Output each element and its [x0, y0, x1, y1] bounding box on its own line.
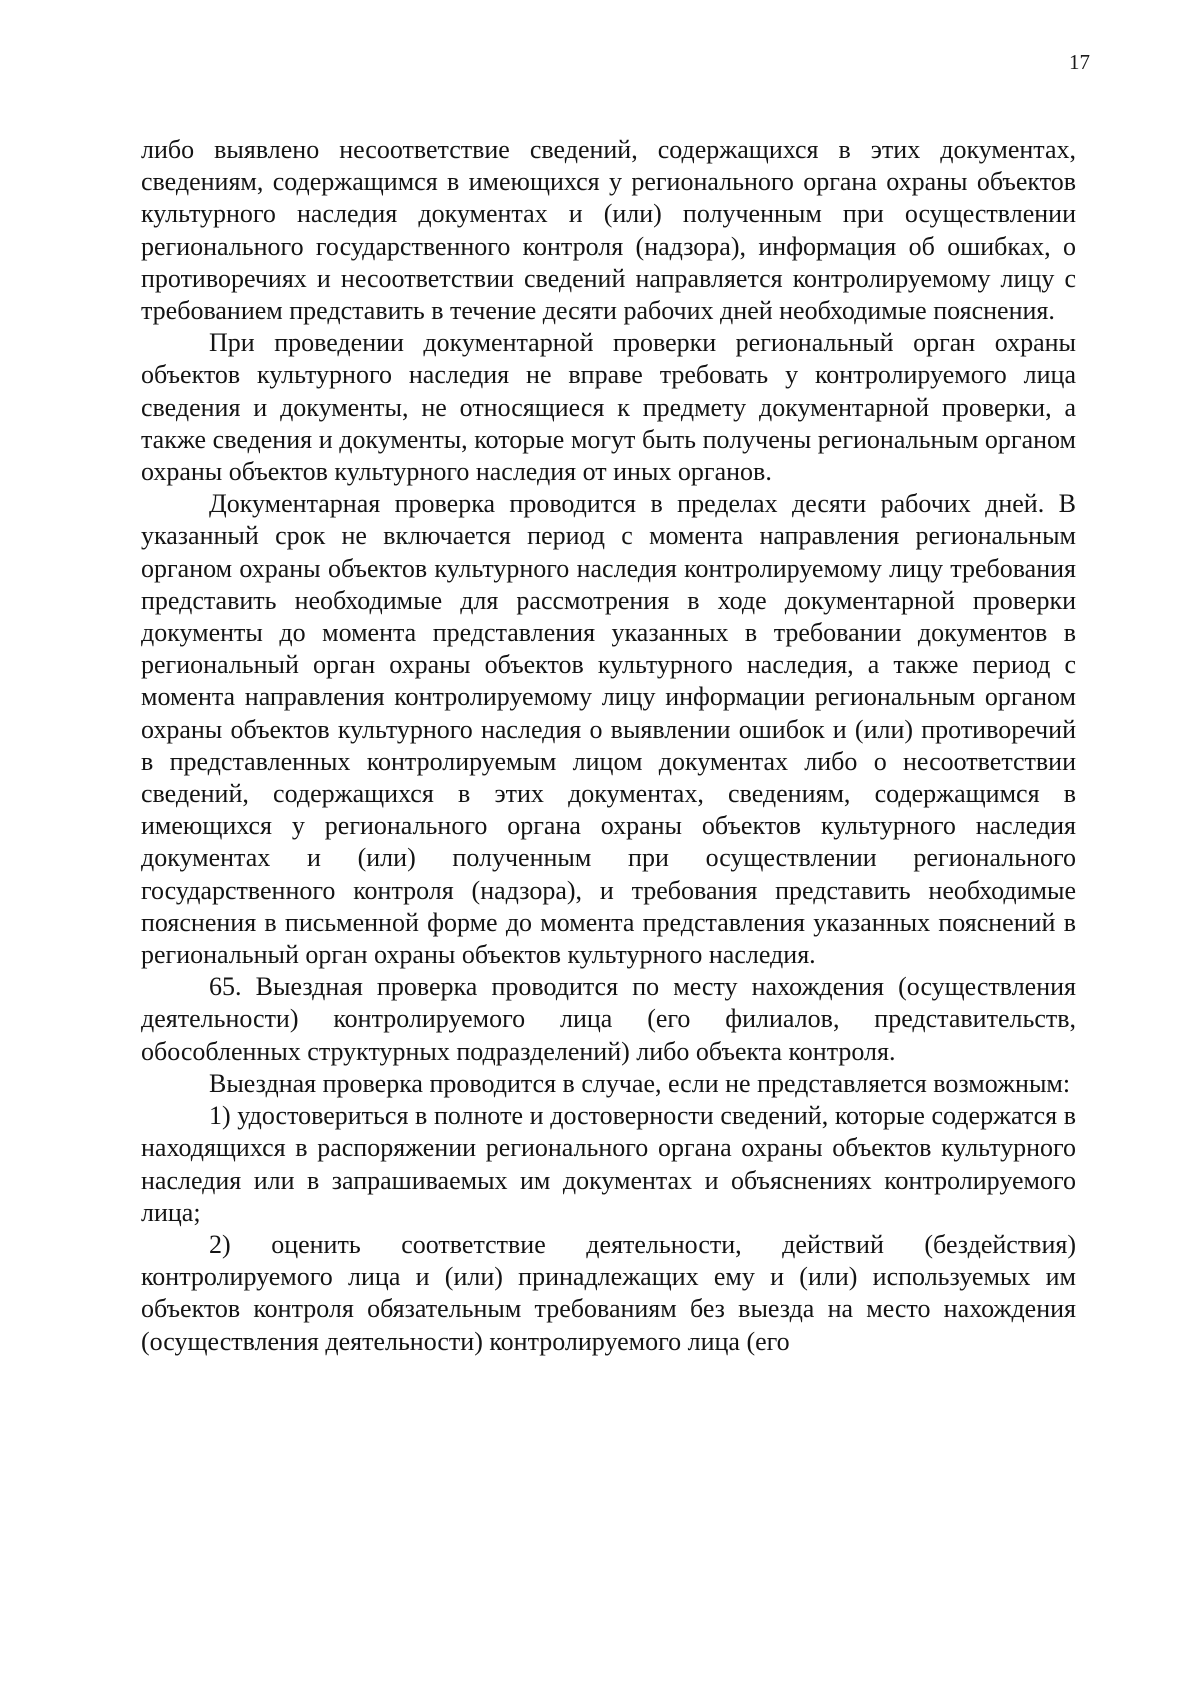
paragraph-onsite-check-conditions: Выездная проверка проводится в случае, если не представляется возможным:	[209, 1068, 1071, 1098]
list-item-2: 2) оценить соответствие деятельности, действий (бездействия) контролируемого лица и (или) принадлежащих ему и (или) используемых им объектов контроля обязательным требованиям без выезда на место нахождения (осуществления деятельности) контролируемого лица (его	[141, 1229, 1076, 1356]
document-body	[141, 134, 1076, 1358]
list-item-1: 1) удостовериться в полноте и достоверности сведений, которые содержатся в находящихся в распоряжении регионального органа охраны объектов культурного наследия или в запрашиваемых им документах и объяснениях контролируемого лица;	[141, 1101, 1076, 1227]
paragraph-continuation: либо выявлено несоответствие сведений, содержащихся в этих документах, сведениям, содержащимся в имеющихся у регионального органа охраны объектов культурного наследия документах и (или) полученным при осуществлении регионального государственного контроля (надзора), информация об ошибках, о противоречиях и несоответствии сведений направляется контролируемому лицу с требованием представить в течение десяти рабочих дней необходимые пояснения.	[141, 135, 1076, 326]
page-number: 17	[1069, 50, 1090, 74]
paragraph-documentary-check-duration: Документарная проверка проводится в пределах десяти рабочих дней. В указанный срок не включается период с момента направления региональным органом охраны объектов культурного наследия контролируемому лицу требования представить необходимые для рассмотрения в ходе документарной проверки документы до момента представления указанных в требовании документов в региональный орган охраны объектов культурного наследия, а также период с момента направления контролируемому лицу информации региональным органом охраны объектов культурного наследия о выявлении ошибок и (или) противоречий в представленных контролируемым лицом документах либо о несоответствии сведений, содержащихся в этих документах, сведениям, содержащимся в имеющихся у регионального органа охраны объектов культурного наследия документах и (или) полученным при осуществлении регионального государственного контроля (надзора), и требования представить необходимые пояснения в письменной форме до момента представления указанных пояснений в региональный орган охраны объектов культурного наследия.	[141, 489, 1076, 970]
paragraph-item-65: 65. Выездная проверка проводится по месту нахождения (осуществления деятельности) контролируемого лица (его филиалов, представительств, обособленных структурных подразделений) либо объекта контроля.	[141, 972, 1076, 1066]
paragraph-documentary-check-restrictions: При проведении документарной проверки региональный орган охраны объектов культурного наследия не вправе требовать у контролируемого лица сведения и документы, не относящиеся к предмету документарной проверки, а также сведения и документы, которые могут быть получены региональным органом охраны объектов культурного наследия от иных органов.	[141, 328, 1076, 487]
